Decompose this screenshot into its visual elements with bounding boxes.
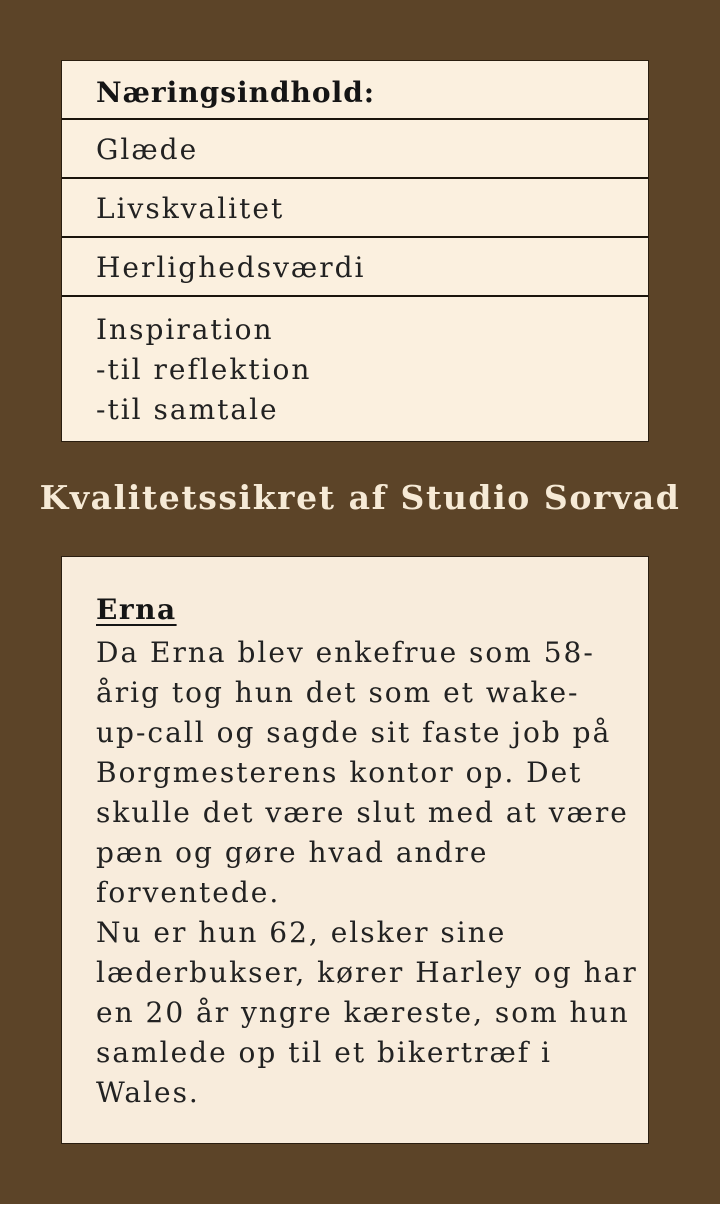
story-line: Borgmesterens kontor op. Det [96, 756, 583, 789]
nutrition-item: Herlighedsværdi [96, 251, 366, 284]
story-line: skulle det være slut med at være [96, 796, 629, 829]
nutrition-item-line: Inspiration [96, 313, 274, 346]
story-line: årig tog hun det som et wake- [96, 676, 580, 709]
nutrition-item-line: -til reflektion [96, 353, 312, 386]
story-title: Erna [96, 593, 177, 626]
story-card [61, 556, 649, 1144]
story-line: en 20 år yngre kæreste, som hun [96, 996, 630, 1029]
nutrition-item-multiline [96, 310, 311, 430]
nutrition-item-line: -til samtale [96, 393, 279, 426]
nutrition-row [62, 297, 648, 441]
story-body [96, 633, 638, 1113]
nutrition-table [61, 60, 649, 442]
story-line: Da Erna blev enkefrue som 58- [96, 636, 595, 669]
nutrition-header-row [62, 61, 648, 120]
story-line: læderbukser, kører Harley og har [96, 956, 638, 989]
story-line: samlede op til et bikertræf i [96, 1036, 552, 1069]
story-line: Wales. [96, 1076, 200, 1109]
nutrition-item: Glæde [96, 133, 199, 166]
story-line: forventede. [96, 876, 281, 909]
story-line: Nu er hun 62, elsker sine [96, 916, 507, 949]
story-line: pæn og gøre hvad andre [96, 836, 489, 869]
nutrition-row [62, 120, 648, 179]
nutrition-item: Livskvalitet [96, 192, 285, 225]
nutrition-row [62, 179, 648, 238]
nutrition-row [62, 238, 648, 297]
story-line: up-call og sagde sit faste job på [96, 716, 612, 749]
quality-statement: Kvalitetssikret af Studio Sorvad [39, 478, 681, 517]
nutrition-header: Næringsindhold: [96, 76, 376, 109]
